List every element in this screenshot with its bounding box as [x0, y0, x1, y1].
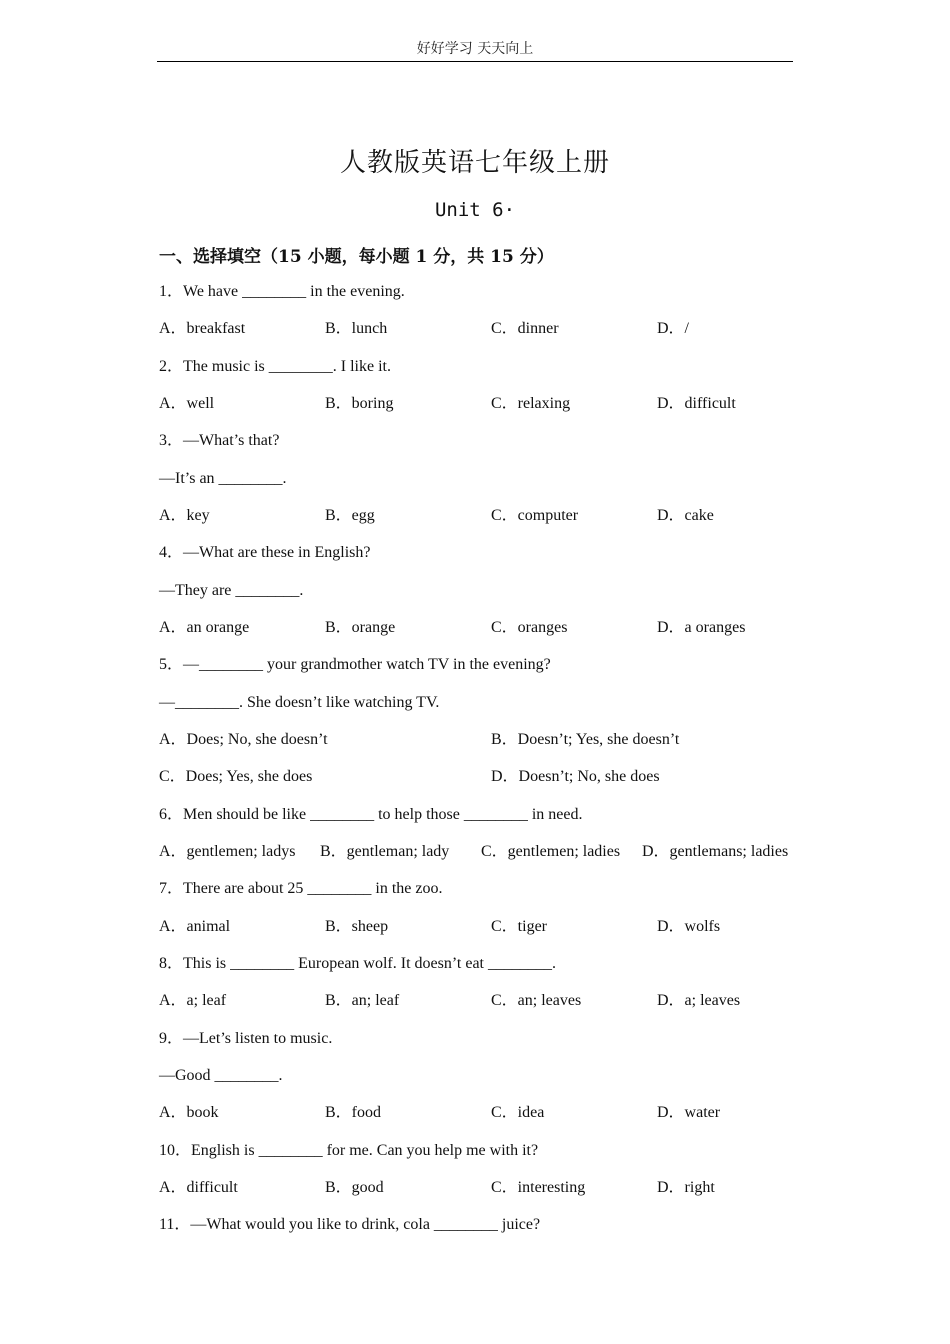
option-d: D．water: [657, 1104, 721, 1121]
option-d: D．a; leaves: [657, 992, 741, 1009]
question-4: 4．—What are these in English?: [159, 544, 371, 561]
option-c: C．interesting: [491, 1179, 586, 1196]
option-c: C．idea: [491, 1104, 545, 1121]
option-c: C．oranges: [491, 619, 568, 636]
question-9-response: —Good ________.: [159, 1067, 283, 1084]
option-d: D．wolfs: [657, 918, 721, 935]
option-b: B．orange: [325, 619, 396, 636]
section-heading: 一、选择填空（15 小题，每小题 1 分，共 15 分）: [159, 247, 554, 267]
document-title: 人教版英语七年级上册: [339, 148, 610, 178]
option-b: B．boring: [325, 395, 394, 412]
option-c: C．an; leaves: [491, 992, 582, 1009]
question-3: 3．—What’s that?: [159, 432, 280, 449]
option-a: A．difficult: [159, 1179, 238, 1196]
question-6: 6．Men should be like ________ to help those ________ in need.: [159, 806, 583, 823]
option-d: D．cake: [657, 507, 714, 524]
option-b: B．lunch: [325, 320, 388, 337]
option-a: A．book: [159, 1104, 219, 1121]
option-d: D．difficult: [657, 395, 736, 412]
header-divider: [157, 61, 793, 62]
option-d: D．gentlemans; ladies: [642, 843, 789, 860]
option-b: B．gentleman; lady: [320, 843, 450, 860]
question-7: 7．There are about 25 ________ in the zoo.: [159, 880, 443, 897]
option-b: B．food: [325, 1104, 382, 1121]
option-c: C．Does; Yes, she does: [159, 768, 313, 785]
option-d: D．a oranges: [657, 619, 746, 636]
option-b: B．an; leaf: [325, 992, 400, 1009]
option-d: D．Doesn’t; No, she does: [491, 768, 660, 785]
option-a: A．animal: [159, 918, 231, 935]
option-a: A．key: [159, 507, 210, 524]
page-header: 好好学习 天天向上: [416, 41, 534, 57]
option-a: A．breakfast: [159, 320, 246, 337]
option-b: B．egg: [325, 507, 375, 524]
option-a: A．Does; No, she doesn’t: [159, 731, 328, 748]
option-c: C．computer: [491, 507, 579, 524]
option-d: D．/: [657, 320, 690, 337]
option-a: A．well: [159, 395, 215, 412]
option-a: A．gentlemen; ladys: [159, 843, 296, 860]
question-3-response: —It’s an ________.: [159, 470, 287, 487]
option-c: C．relaxing: [491, 395, 571, 412]
option-a: A．an orange: [159, 619, 250, 636]
option-c: C．dinner: [491, 320, 559, 337]
option-b: B．sheep: [325, 918, 389, 935]
option-c: C．gentlemen; ladies: [481, 843, 621, 860]
question-5: 5．—________ your grandmother watch TV in the evening?: [159, 656, 551, 673]
question-1: 1．We have ________ in the evening.: [159, 283, 405, 300]
option-b: B．good: [325, 1179, 384, 1196]
question-9: 9．—Let’s listen to music.: [159, 1030, 333, 1047]
question-11: 11．—What would you like to drink, cola ________ juice?: [159, 1216, 541, 1233]
question-2: 2．The music is ________. I like it.: [159, 358, 391, 375]
option-b: B．Doesn’t; Yes, she doesn’t: [491, 731, 680, 748]
question-8: 8．This is ________ European wolf. It doesn’t eat ________.: [159, 955, 556, 972]
option-a: A．a; leaf: [159, 992, 227, 1009]
document-subtitle: Unit 6·: [434, 199, 516, 221]
option-c: C．tiger: [491, 918, 547, 935]
question-10: 10．English is ________ for me. Can you help me with it?: [159, 1142, 539, 1159]
question-5-response: —________. She doesn’t like watching TV.: [159, 694, 440, 711]
question-4-response: —They are ________.: [159, 582, 304, 599]
option-d: D．right: [657, 1179, 715, 1196]
